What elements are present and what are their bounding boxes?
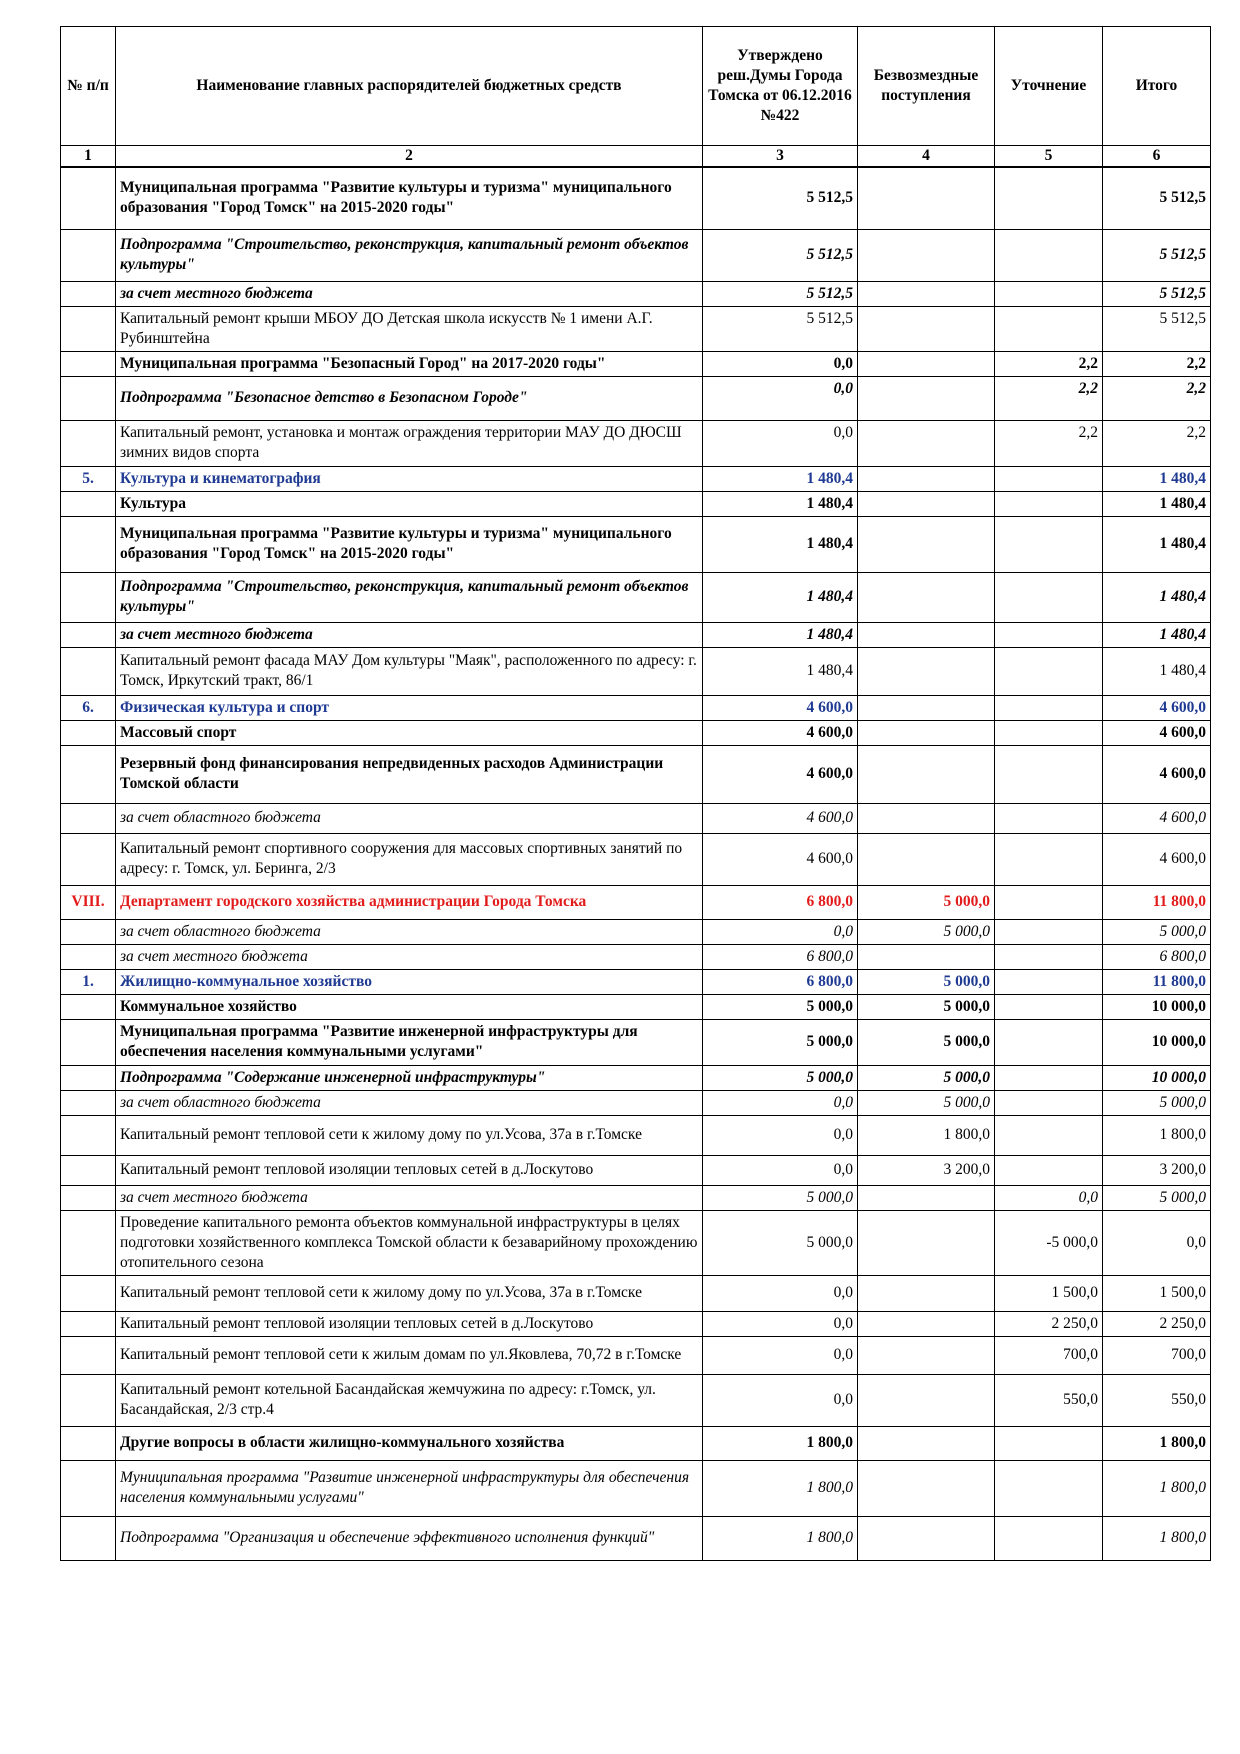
total-value: 11 800,0 bbox=[1103, 885, 1211, 919]
refine-value: 550,0 bbox=[995, 1374, 1103, 1426]
approved-value: 0,0 bbox=[703, 1155, 858, 1185]
approved-value: 5 512,5 bbox=[703, 167, 858, 229]
table-row bbox=[61, 1185, 1211, 1210]
total-value: 0,0 bbox=[1103, 1210, 1211, 1275]
row-name: Подпрограмма "Строительство, реконструкция, капитальный ремонт объектов культуры" bbox=[116, 572, 703, 622]
col-header-grants: Безвозмездные поступления bbox=[858, 27, 995, 146]
grants-value bbox=[858, 516, 995, 572]
table-row bbox=[61, 622, 1211, 647]
grants-value: 5 000,0 bbox=[858, 994, 995, 1019]
refine-value bbox=[995, 919, 1103, 944]
row-number bbox=[61, 376, 116, 420]
row-name: Культура и кинематография bbox=[116, 466, 703, 491]
approved-value: 5 000,0 bbox=[703, 994, 858, 1019]
col-header-refine: Уточнение bbox=[995, 27, 1103, 146]
grants-value bbox=[858, 1426, 995, 1460]
grants-value bbox=[858, 720, 995, 745]
grants-value bbox=[858, 745, 995, 803]
total-value: 1 480,4 bbox=[1103, 516, 1211, 572]
table-row bbox=[61, 1275, 1211, 1311]
row-name: за счет областного бюджета bbox=[116, 919, 703, 944]
col-header-num: № п/п bbox=[61, 27, 116, 146]
row-number: VIII. bbox=[61, 885, 116, 919]
table-row bbox=[61, 1115, 1211, 1155]
refine-value bbox=[995, 1426, 1103, 1460]
refine-value bbox=[995, 994, 1103, 1019]
total-value: 2 250,0 bbox=[1103, 1311, 1211, 1336]
approved-value: 5 000,0 bbox=[703, 1210, 858, 1275]
total-value: 5 000,0 bbox=[1103, 1090, 1211, 1115]
refine-value bbox=[995, 1065, 1103, 1090]
table-row bbox=[61, 376, 1211, 420]
total-value: 700,0 bbox=[1103, 1336, 1211, 1374]
grants-value bbox=[858, 1210, 995, 1275]
refine-value bbox=[995, 516, 1103, 572]
total-value: 1 480,4 bbox=[1103, 491, 1211, 516]
total-value: 1 800,0 bbox=[1103, 1115, 1211, 1155]
grants-value bbox=[858, 647, 995, 695]
approved-value: 0,0 bbox=[703, 1275, 858, 1311]
row-name: Капитальный ремонт котельной Басандайская жемчужина по адресу: г.Томск, ул. Басандайская, 2/3 стр.4 bbox=[116, 1374, 703, 1426]
approved-value: 0,0 bbox=[703, 376, 858, 420]
total-value: 1 480,4 bbox=[1103, 466, 1211, 491]
row-number bbox=[61, 516, 116, 572]
approved-value: 1 480,4 bbox=[703, 466, 858, 491]
table-row bbox=[61, 647, 1211, 695]
table-row bbox=[61, 944, 1211, 969]
row-number bbox=[61, 1065, 116, 1090]
grants-value bbox=[858, 803, 995, 833]
approved-value: 0,0 bbox=[703, 1336, 858, 1374]
total-value: 1 800,0 bbox=[1103, 1426, 1211, 1460]
row-name: Капитальный ремонт тепловой сети к жилому дому по ул.Усова, 37а в г.Томске bbox=[116, 1115, 703, 1155]
grants-value bbox=[858, 1374, 995, 1426]
row-number bbox=[61, 994, 116, 1019]
approved-value: 4 600,0 bbox=[703, 803, 858, 833]
grants-value bbox=[858, 167, 995, 229]
row-number bbox=[61, 572, 116, 622]
refine-value bbox=[995, 1516, 1103, 1560]
approved-value: 5 000,0 bbox=[703, 1185, 858, 1210]
refine-value bbox=[995, 306, 1103, 351]
col-number: 6 bbox=[1103, 146, 1211, 168]
column-number-row bbox=[61, 146, 1211, 168]
refine-value: 2,2 bbox=[995, 420, 1103, 466]
total-value: 5 000,0 bbox=[1103, 1185, 1211, 1210]
row-number bbox=[61, 720, 116, 745]
approved-value: 6 800,0 bbox=[703, 969, 858, 994]
grants-value bbox=[858, 420, 995, 466]
row-name: Муниципальная программа "Развитие инженерной инфраструктуры для обеспечения населения коммунальными услугами" bbox=[116, 1460, 703, 1516]
total-value: 5 512,5 bbox=[1103, 229, 1211, 281]
approved-value: 4 600,0 bbox=[703, 745, 858, 803]
refine-value bbox=[995, 572, 1103, 622]
table-row bbox=[61, 516, 1211, 572]
row-number bbox=[61, 1374, 116, 1426]
grants-value bbox=[858, 306, 995, 351]
total-value: 5 000,0 bbox=[1103, 919, 1211, 944]
col-header-total: Итого bbox=[1103, 27, 1211, 146]
table-row bbox=[61, 885, 1211, 919]
total-value: 1 480,4 bbox=[1103, 572, 1211, 622]
refine-value bbox=[995, 466, 1103, 491]
table-row bbox=[61, 466, 1211, 491]
refine-value bbox=[995, 647, 1103, 695]
approved-value: 5 512,5 bbox=[703, 306, 858, 351]
table-row bbox=[61, 994, 1211, 1019]
refine-value bbox=[995, 944, 1103, 969]
refine-value bbox=[995, 1155, 1103, 1185]
grants-value bbox=[858, 833, 995, 885]
row-number bbox=[61, 1460, 116, 1516]
row-name: Подпрограмма "Безопасное детство в Безопасном Городе" bbox=[116, 376, 703, 420]
col-number: 2 bbox=[116, 146, 703, 168]
row-name: Подпрограмма "Содержание инженерной инфраструктуры" bbox=[116, 1065, 703, 1090]
refine-value bbox=[995, 885, 1103, 919]
approved-value: 0,0 bbox=[703, 1311, 858, 1336]
approved-value: 1 800,0 bbox=[703, 1460, 858, 1516]
grants-value: 1 800,0 bbox=[858, 1115, 995, 1155]
row-name: Капитальный ремонт спортивного сооружения для массовых спортивных занятий по адресу: г. Томск, ул. Беринга, 2/3 bbox=[116, 833, 703, 885]
grants-value bbox=[858, 622, 995, 647]
total-value: 4 600,0 bbox=[1103, 803, 1211, 833]
approved-value: 0,0 bbox=[703, 1374, 858, 1426]
row-name: Капитальный ремонт тепловой сети к жилым домам по ул.Яковлева, 70,72 в г.Томске bbox=[116, 1336, 703, 1374]
col-number: 3 bbox=[703, 146, 858, 168]
table-row bbox=[61, 720, 1211, 745]
table-row bbox=[61, 1311, 1211, 1336]
col-number: 5 bbox=[995, 146, 1103, 168]
row-number bbox=[61, 281, 116, 306]
grants-value bbox=[858, 572, 995, 622]
table-row bbox=[61, 1210, 1211, 1275]
row-number bbox=[61, 745, 116, 803]
table-row bbox=[61, 281, 1211, 306]
row-name: Муниципальная программа "Развитие культуры и туризма" муниципального образования "Город Томск" на 2015-2020 годы" bbox=[116, 167, 703, 229]
row-number bbox=[61, 647, 116, 695]
table-row bbox=[61, 1065, 1211, 1090]
refine-value bbox=[995, 1115, 1103, 1155]
row-number bbox=[61, 167, 116, 229]
row-number bbox=[61, 1516, 116, 1560]
total-value: 1 800,0 bbox=[1103, 1516, 1211, 1560]
total-value: 4 600,0 bbox=[1103, 745, 1211, 803]
table-row bbox=[61, 833, 1211, 885]
row-name: Капитальный ремонт тепловой изоляции тепловых сетей в д.Лоскутово bbox=[116, 1311, 703, 1336]
table-row bbox=[61, 306, 1211, 351]
row-name: Муниципальная программа "Развитие инженерной инфраструктуры для обеспечения населения коммунальными услугами" bbox=[116, 1019, 703, 1065]
approved-value: 1 480,4 bbox=[703, 622, 858, 647]
grants-value: 3 200,0 bbox=[858, 1155, 995, 1185]
refine-value bbox=[995, 969, 1103, 994]
grants-value: 5 000,0 bbox=[858, 919, 995, 944]
col-number: 1 bbox=[61, 146, 116, 168]
row-number: 5. bbox=[61, 466, 116, 491]
row-name: Капитальный ремонт фасада МАУ Дом культуры "Маяк", расположенного по адресу: г. Томск, Иркутский тракт, 86/1 bbox=[116, 647, 703, 695]
approved-value: 1 480,4 bbox=[703, 647, 858, 695]
approved-value: 4 600,0 bbox=[703, 833, 858, 885]
grants-value bbox=[858, 281, 995, 306]
row-number bbox=[61, 622, 116, 647]
table-row bbox=[61, 229, 1211, 281]
refine-value bbox=[995, 281, 1103, 306]
refine-value bbox=[995, 745, 1103, 803]
approved-value: 6 800,0 bbox=[703, 885, 858, 919]
total-value: 10 000,0 bbox=[1103, 1065, 1211, 1090]
row-name: Физическая культура и спорт bbox=[116, 695, 703, 720]
table-row bbox=[61, 1374, 1211, 1426]
total-value: 4 600,0 bbox=[1103, 695, 1211, 720]
approved-value: 5 512,5 bbox=[703, 229, 858, 281]
refine-value bbox=[995, 622, 1103, 647]
approved-value: 4 600,0 bbox=[703, 720, 858, 745]
refine-value: 2,2 bbox=[995, 376, 1103, 420]
row-name: Капитальный ремонт, установка и монтаж ограждения территории МАУ ДО ДЮСШ зимних видов спорта bbox=[116, 420, 703, 466]
grants-value bbox=[858, 466, 995, 491]
table-row bbox=[61, 1460, 1211, 1516]
row-number bbox=[61, 491, 116, 516]
grants-value bbox=[858, 1336, 995, 1374]
approved-value: 4 600,0 bbox=[703, 695, 858, 720]
total-value: 1 500,0 bbox=[1103, 1275, 1211, 1311]
refine-value: -5 000,0 bbox=[995, 1210, 1103, 1275]
row-name: Культура bbox=[116, 491, 703, 516]
row-name: Департамент городского хозяйства администрации Города Томска bbox=[116, 885, 703, 919]
row-name: за счет местного бюджета bbox=[116, 281, 703, 306]
table-row bbox=[61, 1090, 1211, 1115]
approved-value: 0,0 bbox=[703, 919, 858, 944]
row-number bbox=[61, 1019, 116, 1065]
table-row bbox=[61, 745, 1211, 803]
total-value: 550,0 bbox=[1103, 1374, 1211, 1426]
refine-value: 2 250,0 bbox=[995, 1311, 1103, 1336]
total-value: 4 600,0 bbox=[1103, 833, 1211, 885]
row-number bbox=[61, 803, 116, 833]
total-value: 5 512,5 bbox=[1103, 281, 1211, 306]
table-row bbox=[61, 969, 1211, 994]
row-name: Муниципальная программа "Безопасный Город" на 2017-2020 годы" bbox=[116, 351, 703, 376]
approved-value: 5 512,5 bbox=[703, 281, 858, 306]
col-header-approved: Утверждено реш.Думы Города Томска от 06.12.2016 №422 bbox=[703, 27, 858, 146]
refine-value bbox=[995, 229, 1103, 281]
approved-value: 6 800,0 bbox=[703, 944, 858, 969]
row-number bbox=[61, 1426, 116, 1460]
row-number bbox=[61, 1090, 116, 1115]
total-value: 1 480,4 bbox=[1103, 647, 1211, 695]
refine-value bbox=[995, 833, 1103, 885]
grants-value bbox=[858, 1275, 995, 1311]
approved-value: 0,0 bbox=[703, 351, 858, 376]
row-number bbox=[61, 944, 116, 969]
row-name: за счет местного бюджета bbox=[116, 944, 703, 969]
row-number bbox=[61, 1115, 116, 1155]
row-number bbox=[61, 1185, 116, 1210]
total-value: 6 800,0 bbox=[1103, 944, 1211, 969]
grants-value bbox=[858, 229, 995, 281]
grants-value bbox=[858, 351, 995, 376]
table-row bbox=[61, 803, 1211, 833]
row-number bbox=[61, 1155, 116, 1185]
refine-value bbox=[995, 803, 1103, 833]
budget-table bbox=[60, 26, 1211, 1561]
row-name: Коммунальное хозяйство bbox=[116, 994, 703, 1019]
grants-value bbox=[858, 491, 995, 516]
approved-value: 0,0 bbox=[703, 420, 858, 466]
grants-value bbox=[858, 376, 995, 420]
row-number bbox=[61, 229, 116, 281]
table-row bbox=[61, 1155, 1211, 1185]
row-name: Массовый спорт bbox=[116, 720, 703, 745]
refine-value: 2,2 bbox=[995, 351, 1103, 376]
row-name: Капитальный ремонт тепловой изоляции тепловых сетей в д.Лоскутово bbox=[116, 1155, 703, 1185]
total-value: 1 480,4 bbox=[1103, 622, 1211, 647]
approved-value: 1 800,0 bbox=[703, 1426, 858, 1460]
table-row bbox=[61, 1019, 1211, 1065]
row-number bbox=[61, 1311, 116, 1336]
row-name: за счет местного бюджета bbox=[116, 622, 703, 647]
refine-value bbox=[995, 695, 1103, 720]
table-row bbox=[61, 420, 1211, 466]
header-row bbox=[61, 27, 1211, 146]
row-number bbox=[61, 420, 116, 466]
col-number: 4 bbox=[858, 146, 995, 168]
table-row bbox=[61, 572, 1211, 622]
row-number: 1. bbox=[61, 969, 116, 994]
row-name: Капитальный ремонт тепловой сети к жилому дому по ул.Усова, 37а в г.Томске bbox=[116, 1275, 703, 1311]
table-row bbox=[61, 351, 1211, 376]
approved-value: 1 480,4 bbox=[703, 516, 858, 572]
row-name: за счет местного бюджета bbox=[116, 1185, 703, 1210]
total-value: 4 600,0 bbox=[1103, 720, 1211, 745]
total-value: 2,2 bbox=[1103, 351, 1211, 376]
col-header-name: Наименование главных распорядителей бюджетных средств bbox=[116, 27, 703, 146]
row-name: Резервный фонд финансирования непредвиденных расходов Администрации Томской области bbox=[116, 745, 703, 803]
refine-value bbox=[995, 1460, 1103, 1516]
table-row bbox=[61, 491, 1211, 516]
refine-value: 700,0 bbox=[995, 1336, 1103, 1374]
row-number: 6. bbox=[61, 695, 116, 720]
grants-value: 5 000,0 bbox=[858, 1019, 995, 1065]
refine-value: 1 500,0 bbox=[995, 1275, 1103, 1311]
total-value: 5 512,5 bbox=[1103, 306, 1211, 351]
row-name: Другие вопросы в области жилищно-коммунального хозяйства bbox=[116, 1426, 703, 1460]
row-name: Подпрограмма "Строительство, реконструкция, капитальный ремонт объектов культуры" bbox=[116, 229, 703, 281]
grants-value bbox=[858, 944, 995, 969]
row-number bbox=[61, 351, 116, 376]
approved-value: 5 000,0 bbox=[703, 1065, 858, 1090]
total-value: 10 000,0 bbox=[1103, 994, 1211, 1019]
row-number bbox=[61, 833, 116, 885]
grants-value bbox=[858, 1460, 995, 1516]
grants-value bbox=[858, 1311, 995, 1336]
refine-value bbox=[995, 491, 1103, 516]
total-value: 2,2 bbox=[1103, 376, 1211, 420]
table-row bbox=[61, 1426, 1211, 1460]
table-row bbox=[61, 1336, 1211, 1374]
grants-value bbox=[858, 695, 995, 720]
row-number bbox=[61, 1336, 116, 1374]
row-name: за счет областного бюджета bbox=[116, 1090, 703, 1115]
row-name: Жилищно-коммунальное хозяйство bbox=[116, 969, 703, 994]
row-name: Муниципальная программа "Развитие культуры и туризма" муниципального образования "Город Томск" на 2015-2020 годы" bbox=[116, 516, 703, 572]
grants-value: 5 000,0 bbox=[858, 885, 995, 919]
approved-value: 1 480,4 bbox=[703, 491, 858, 516]
total-value: 10 000,0 bbox=[1103, 1019, 1211, 1065]
total-value: 1 800,0 bbox=[1103, 1460, 1211, 1516]
grants-value: 5 000,0 bbox=[858, 1090, 995, 1115]
total-value: 2,2 bbox=[1103, 420, 1211, 466]
row-number bbox=[61, 1210, 116, 1275]
total-value: 11 800,0 bbox=[1103, 969, 1211, 994]
row-number bbox=[61, 306, 116, 351]
approved-value: 1 800,0 bbox=[703, 1516, 858, 1560]
refine-value bbox=[995, 720, 1103, 745]
row-number bbox=[61, 1275, 116, 1311]
row-name: Капитальный ремонт крыши МБОУ ДО Детская школа искусств № 1 имени А.Г. Рубинштейна bbox=[116, 306, 703, 351]
refine-value bbox=[995, 167, 1103, 229]
approved-value: 0,0 bbox=[703, 1115, 858, 1155]
refine-value: 0,0 bbox=[995, 1185, 1103, 1210]
approved-value: 0,0 bbox=[703, 1090, 858, 1115]
approved-value: 1 480,4 bbox=[703, 572, 858, 622]
total-value: 3 200,0 bbox=[1103, 1155, 1211, 1185]
grants-value bbox=[858, 1516, 995, 1560]
row-name: за счет областного бюджета bbox=[116, 803, 703, 833]
table-row bbox=[61, 1516, 1211, 1560]
refine-value bbox=[995, 1019, 1103, 1065]
grants-value: 5 000,0 bbox=[858, 1065, 995, 1090]
refine-value bbox=[995, 1090, 1103, 1115]
row-name: Подпрограмма "Организация и обеспечение эффективного исполнения функций" bbox=[116, 1516, 703, 1560]
row-name: Проведение капитального ремонта объектов коммунальной инфраструктуры в целях подготовки хозяйственного комплекса Томской области к безаварийному прохождению отопительного сезона bbox=[116, 1210, 703, 1275]
total-value: 5 512,5 bbox=[1103, 167, 1211, 229]
row-number bbox=[61, 919, 116, 944]
table-row bbox=[61, 919, 1211, 944]
grants-value: 5 000,0 bbox=[858, 969, 995, 994]
table-row bbox=[61, 167, 1211, 229]
grants-value bbox=[858, 1185, 995, 1210]
approved-value: 5 000,0 bbox=[703, 1019, 858, 1065]
table-row bbox=[61, 695, 1211, 720]
